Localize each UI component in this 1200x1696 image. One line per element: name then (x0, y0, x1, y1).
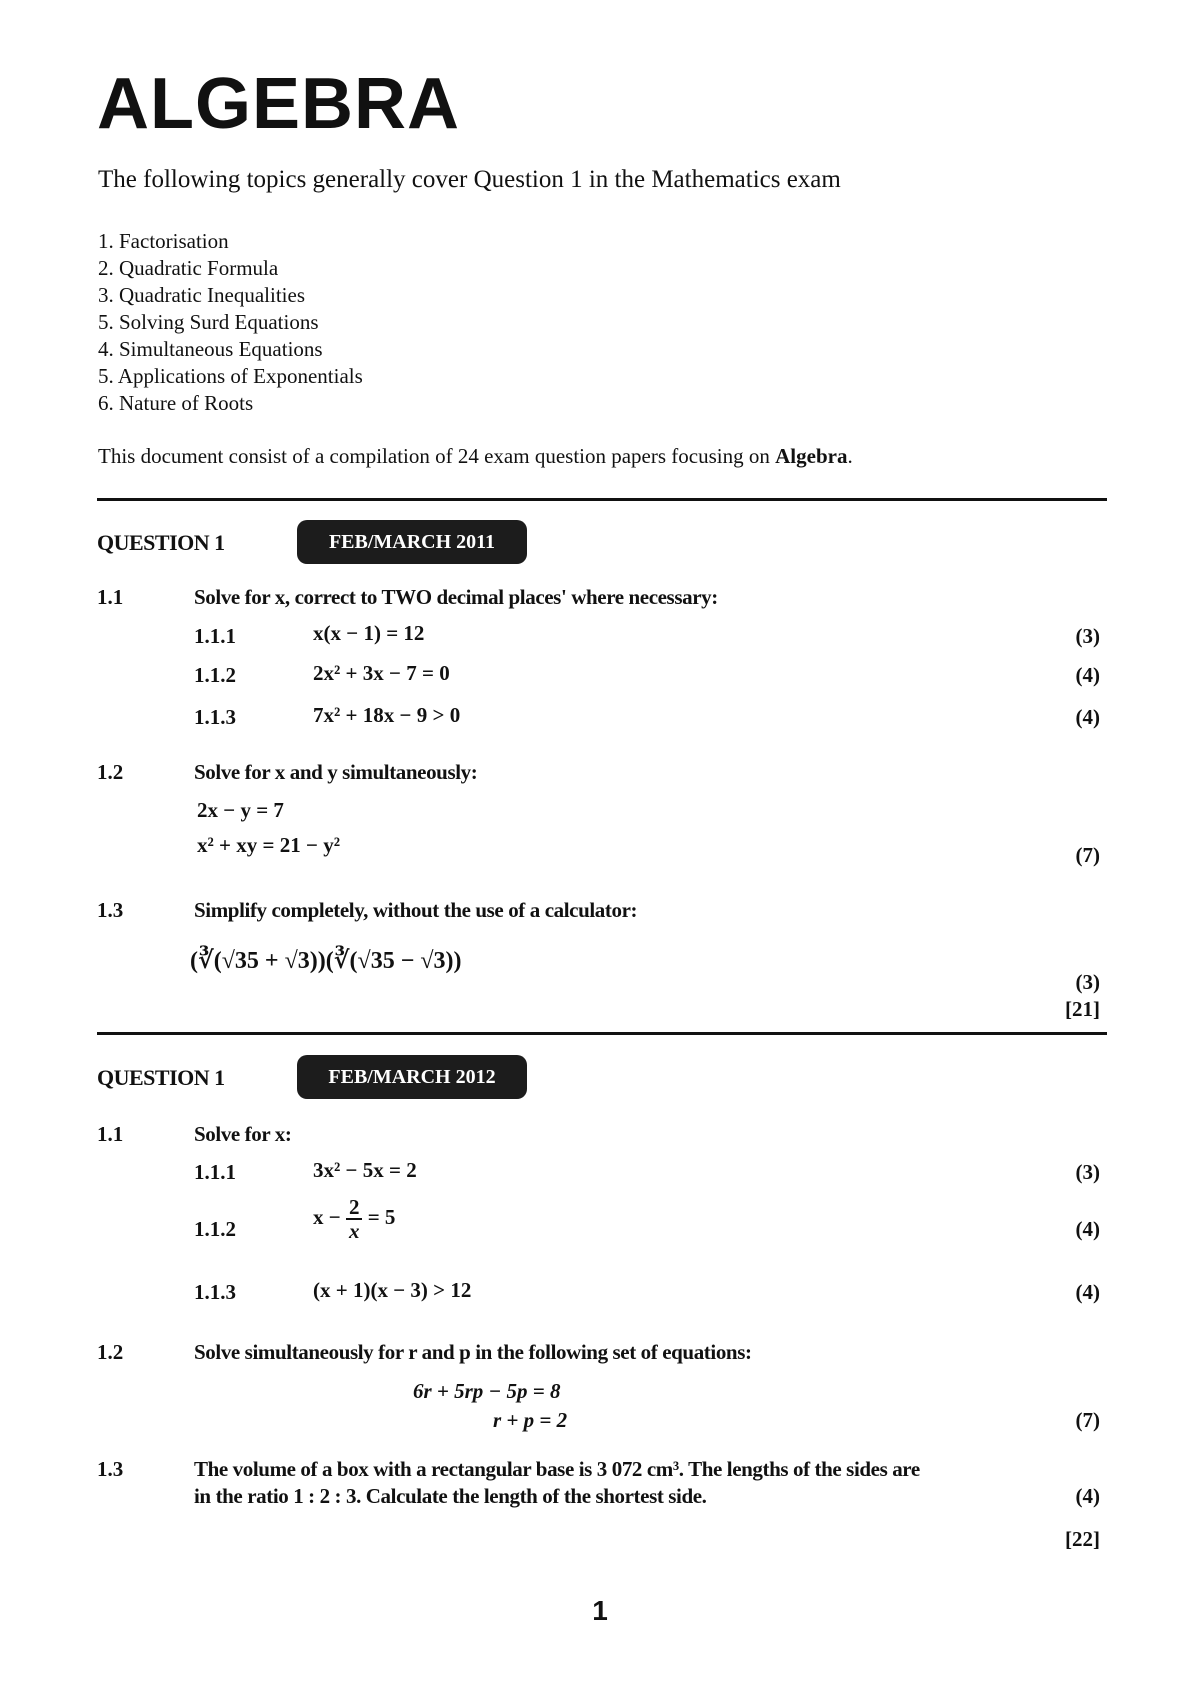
marks: (4) (1075, 1484, 1100, 1508)
list-item: 4. Simultaneous Equations (98, 337, 323, 361)
equation-prefix: x − (313, 1204, 341, 1229)
question-number: 1.2 (97, 760, 124, 784)
equation: 3x² − 5x = 2 (313, 1158, 417, 1182)
subquestion-number: 1.1.3 (194, 1280, 236, 1304)
list-item: 2. Quadratic Formula (98, 256, 279, 280)
marks: (3) (1075, 624, 1100, 648)
question-heading: QUESTION 1 (97, 1065, 225, 1090)
list-item: 3. Quadratic Inequalities (98, 283, 306, 307)
question-heading: QUESTION 1 (97, 530, 225, 555)
question-number: 1.2 (97, 1340, 124, 1364)
marks: (4) (1075, 1217, 1100, 1241)
marks: (4) (1075, 1280, 1100, 1304)
intro-text: The following topics generally cover Question 1 in the Mathematics exam (98, 166, 841, 193)
marks: (3) (1075, 1160, 1100, 1184)
question-number: 1.3 (97, 898, 124, 922)
compilation-text: This document consist of a compilation of 24 exam question papers focusing on (98, 444, 776, 468)
marks: (3) (1075, 970, 1100, 994)
question-number: 1.1 (97, 1122, 124, 1146)
list-item: 5. Solving Surd Equations (98, 310, 319, 334)
question-total: [22] (1065, 1527, 1100, 1551)
question-text: in the ratio 1 : 2 : 3. Calculate the length of the shortest side. (194, 1484, 707, 1508)
question-text: Solve simultaneously for r and p in the following set of equations: (194, 1340, 752, 1364)
fraction-denominator: x (348, 1219, 360, 1244)
equation: r + p = 2 (493, 1408, 568, 1432)
question-number: 1.3 (97, 1457, 124, 1481)
surd-expression: (∛(√35 + √3))(∛(√35 − √3)) (190, 948, 462, 974)
compilation-bold: Algebra (775, 444, 848, 468)
fraction-numerator: 2 (346, 1196, 363, 1220)
equation: x² + xy = 21 − y² (197, 833, 340, 857)
question-text: Simplify completely, without the use of a calculator: (194, 898, 638, 922)
marks: (7) (1075, 843, 1100, 867)
question-number: 1.1 (97, 585, 124, 609)
marks: (4) (1075, 705, 1100, 729)
exam-date-badge: FEB/MARCH 2011 (297, 520, 527, 564)
compilation-note (98, 444, 853, 469)
marks: (4) (1075, 663, 1100, 687)
question-text: Solve for x: (194, 1122, 292, 1146)
equation: 2x² + 3x − 7 = 0 (313, 661, 450, 685)
exam-date-badge: FEB/MARCH 2012 (297, 1055, 527, 1099)
topic-list (98, 228, 363, 417)
question-text: Solve for x and y simultaneously: (194, 760, 478, 784)
list-item: 6. Nature of Roots (98, 391, 254, 415)
list-item: 5. Applications of Exponentials (98, 364, 363, 388)
subquestion-number: 1.1.1 (194, 1160, 236, 1184)
subquestion-number: 1.1.3 (194, 705, 236, 729)
question-total: [21] (1065, 997, 1100, 1021)
fraction-equation (313, 1196, 395, 1242)
equation: 7x² + 18x − 9 > 0 (313, 703, 461, 727)
equation: x(x − 1) = 12 (313, 621, 425, 645)
subquestion-number: 1.1.1 (194, 624, 236, 648)
equation: 2x − y = 7 (197, 798, 284, 822)
equation: 6r + 5rp − 5p = 8 (413, 1379, 561, 1403)
list-item: 1. Factorisation (98, 229, 229, 253)
question-text: The volume of a box with a rectangular base is 3 072 cm³. The lengths of the sides are (194, 1457, 920, 1481)
section-divider (97, 498, 1107, 501)
page-number: 1 (592, 1595, 608, 1626)
page-title: ALGEBRA (97, 64, 460, 144)
section-divider (97, 1032, 1107, 1035)
marks: (7) (1075, 1408, 1100, 1432)
subquestion-number: 1.1.2 (194, 663, 236, 687)
subquestion-number: 1.1.2 (194, 1217, 236, 1241)
fraction (346, 1196, 363, 1242)
compilation-end: . (847, 444, 853, 468)
question-text: Solve for x, correct to TWO decimal places' where necessary: (194, 585, 718, 609)
equation-suffix: = 5 (367, 1204, 396, 1229)
inequality: (x + 1)(x − 3) > 12 (313, 1278, 472, 1302)
